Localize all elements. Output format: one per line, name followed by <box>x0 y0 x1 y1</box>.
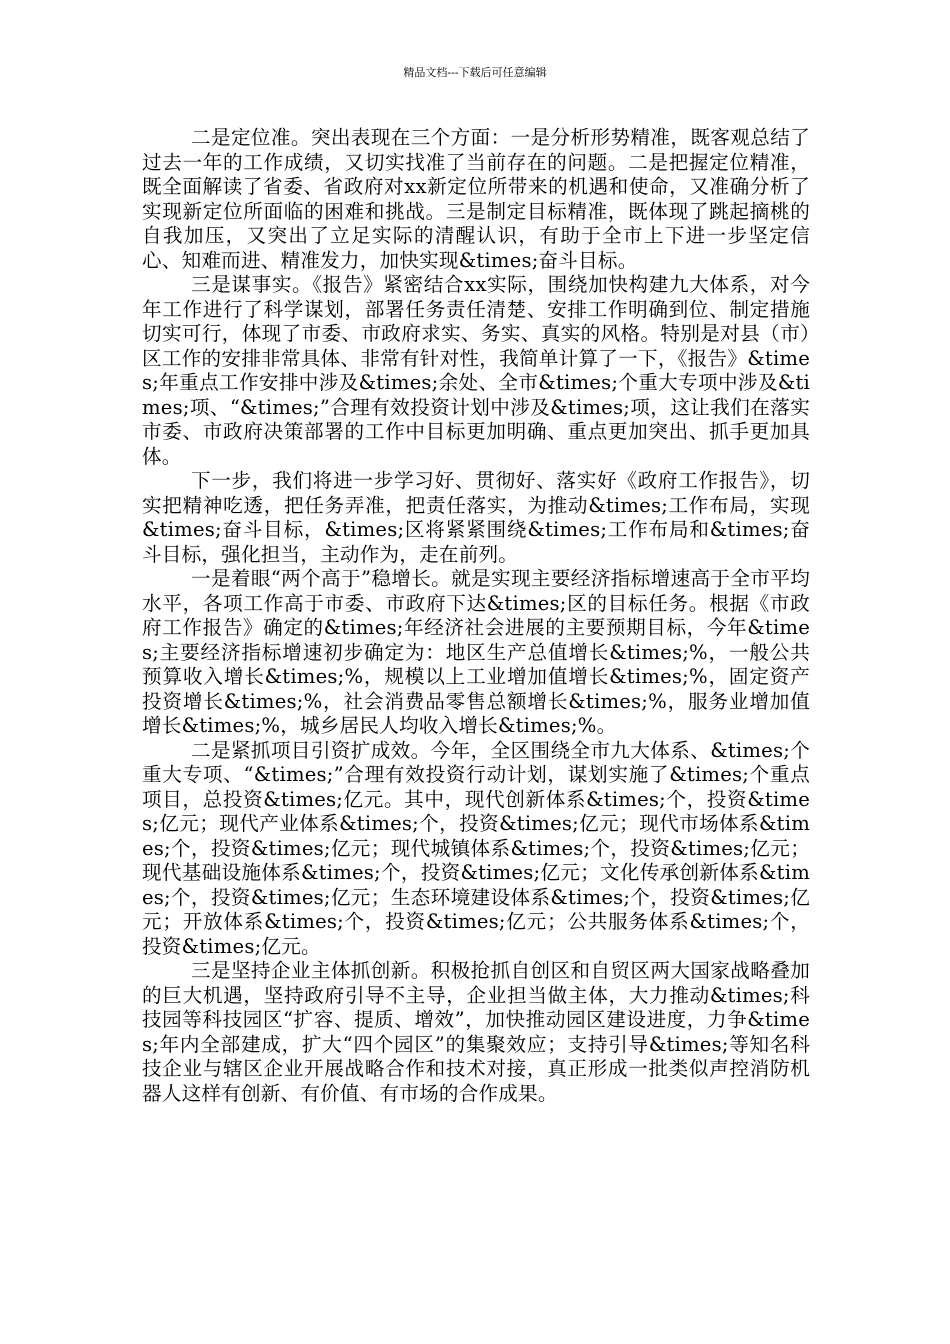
paragraph-projects: 二是紧抓项目引资扩成效。今年，全区围绕全市九大体系、&times;个重大专项、“&times;”合理有效投资行动计划，谋划实施了&times;个重点项目，总投资&times;亿元。其中，现代创新体系&times;个，投资&times;亿元；现代产业体系&times;个，投资&times;亿元；现代市场体系&times;个，投资&times;亿元；现代城镇体系&times;个，投资&times;亿元；现代基础设施体系&times;个，投资&times;亿元；文化传承创新体系&times;个，投资&times;亿元；生态环境建设体系&times;个，投资&times;亿元；开放体系&times;个，投资&times;亿元；公共服务体系&times;个，投资&times;亿元。 <box>142 738 810 958</box>
paragraph-growth: 一是着眼“两个高于”稳增长。就是实现主要经济指标增速高于全市平均水平，各项工作高于市委、市政府下达&times;区的目标任务。根据《市政府工作报告》确定的&times;年经济社会进展的主要预期目标，今年&times;主要经济指标增速初步确定为：地区生产总值增长&times;%，一般公共预算收入增长&times;%，规模以上工业增加值增长&times;%，固定资产投资增长&times;%，社会消费品零售总额增长&times;%，服务业增加值增长&times;%，城乡居民人均收入增长&times;%。 <box>142 567 810 737</box>
document-body <box>142 126 810 1106</box>
paragraph-planning: 三是谋事实。《报告》紧密结合xx实际，围绕加快构建九大体系，对今年工作进行了科学谋划，部署任务责任清楚、安排工作明确到位、制定措施切实可行，体现了市委、市政府求实、务实、真实的风格。特别是对县（市）区工作的安排非常具体、非常有针对性，我简单计算了一下，《报告》&times;年重点工作安排中涉及&times;余处、全市&times;个重大专项中涉及&times;项、“&times;”合理有效投资计划中涉及&times;项，这让我们在落实市委、市政府决策部署的工作中目标更加明确、重点更加突出、抓手更加具体。 <box>142 273 810 468</box>
paragraph-next-steps: 下一步，我们将进一步学习好、贯彻好、落实好《政府工作报告》，切实把精神吃透，把任务弄准，把责任落实，为推动&times;工作布局，实现&times;奋斗目标，&times;区将紧紧围绕&times;工作布局和&times;奋斗目标，强化担当，主动作为，走在前列。 <box>142 469 810 566</box>
paragraph-innovation: 三是坚持企业主体抓创新。积极抢抓自创区和自贸区两大国家战略叠加的巨大机遇，坚持政府引导不主导，企业担当做主体，大力推动&times;科技园等科技园区“扩容、提质、增效”，加快推动园区建设进度，力争&times;年内全部建成，扩大“四个园区”的集聚效应；支持引导&times;等知名科技企业与辖区企业开展战略合作和技术对接，真正形成一批类似声控消防机器人这样有创新、有价值、有市场的合作成果。 <box>142 959 810 1105</box>
paragraph-positioning: 二是定位准。突出表现在三个方面：一是分析形势精准，既客观总结了过去一年的工作成绩，又切实找准了当前存在的问题。二是把握定位精准，既全面解读了省委、省政府对xx新定位所带来的机遇和使命，又准确分析了实现新定位所面临的困难和挑战。三是制定目标精准，既体现了跳起摘桃的自我加压，又突出了立足实际的清醒认识，有助于全市上下进一步坚定信心、知难而进、精准发力，加快实现&times;奋斗目标。 <box>142 126 810 272</box>
page-header: 精品文档---下载后可任意编辑 <box>403 66 547 79</box>
